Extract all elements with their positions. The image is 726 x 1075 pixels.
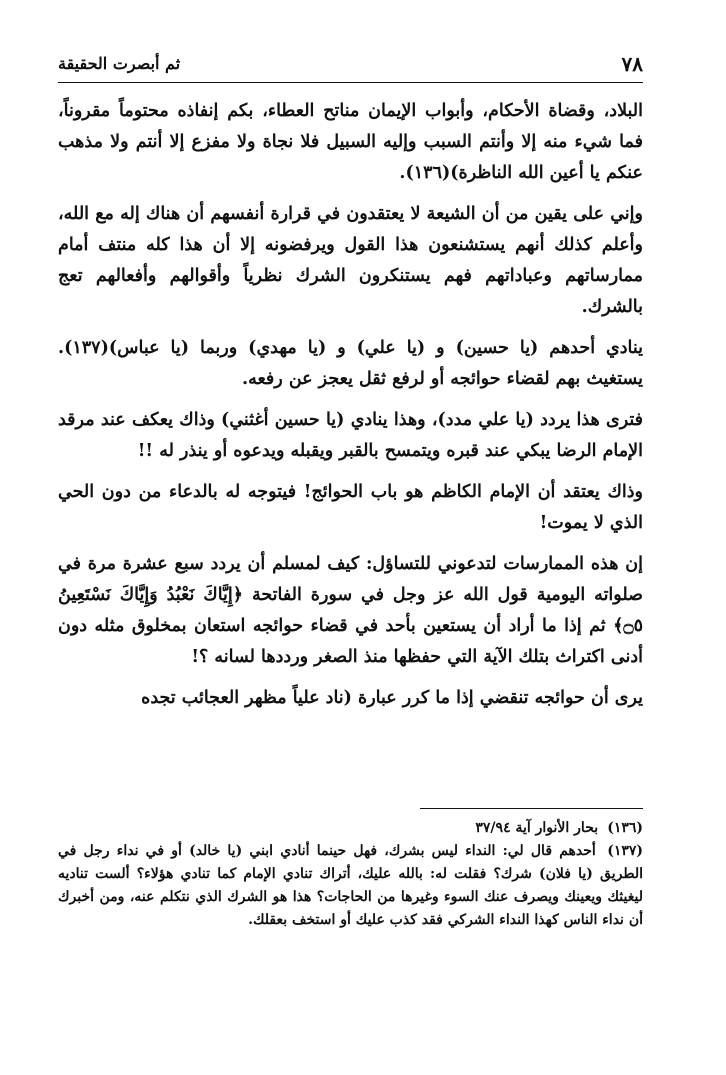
footnote-number: (١٣٧) — [607, 843, 643, 859]
paragraph: وذاك يعتقد أن الإمام الكاظم هو باب الحوائج! فيتوجه له بالدعاء من دون الحي الذي لا يموت! — [58, 482, 643, 533]
footnote-divider — [420, 808, 643, 809]
footnote — [58, 817, 643, 840]
footnote-number: (١٣٦) — [607, 820, 643, 836]
paragraph: إن هذه الممارسات لتدعوني للتساؤل: كيف لمسلم أن يردد سبع عشرة مرة في صلواته اليومية قول الله عز وجل في سورة الفاتحة ﴿إِيَّاكَ نَعْبُدُ وَإِيَّاكَ نَسْتَعِينُ ۝٥﴾ ثم إذا ما أراد أن يستعين بأحد في قضاء حوائجه استعان بمخلوق مثله دون أدنى اكتراث بتلك الآية التي حفظها منذ الصغر ورددها لسانه ؟! — [58, 554, 643, 667]
footnote — [58, 840, 643, 932]
main-text — [58, 96, 643, 724]
paragraph: البلاد، وقضاة الأحكام، وأبواب الإيمان مناتح العطاء، بكم إنفاذه محتوماً مقروناً، فما شيء منه إلا وأنتم السبب وإليه السبيل فلا نجاة ولا مفزع إلا أنتم ولا مذهب عنكم يا أعين الله الناظرة)(١٣٦). — [58, 101, 643, 183]
page-header — [58, 52, 643, 83]
running-title: ثم أبصرت الحقيقة — [58, 54, 181, 73]
page-number: ٧٨ — [621, 52, 643, 76]
paragraph: وإني على يقين من أن الشيعة لا يعتقدون في قرارة أنفسهم أن هناك إله مع الله، وأعلم كذلك أنهم يستشنعون هذا القول ويرفضونه إلا أن هذا كله منتف أمام ممارساتهم وعباداتهم فهم يستنكرون الشرك نظرياً وأقوالهم وأفعالهم تعج بالشرك. — [58, 204, 643, 317]
footnotes — [58, 817, 643, 932]
paragraph: ينادي أحدهم (يا حسين) و (يا علي) و (يا مهدي) وربما (يا عباس)(١٣٧). يستغيث بهم لقضاء حوائجه أو لرفع ثقل يعجز عن رفعه. — [58, 338, 643, 389]
footnote-text: بحار الأنوار آية ٣٧/٩٤ — [475, 820, 599, 836]
paragraph: يرى أن حوائجه تنقضي إذا ما كرر عبارة (ناد علياً مظهر العجائب تجده — [141, 688, 643, 708]
footnote-text: أحدهم قال لي: النداء ليس بشرك، فهل حينما أنادي ابني (يا خالد) أو في نداء رجل في الطريق (يا فلان) شرك؟ فقلت له: بالله عليك، أتراك تنادي الإمام كما تنادي هؤلاء؟ ألست تناديه ليغيثك ويعينك ويصرف عنك السوء وغيرها من الحاجات؟ هذا هو الشرك الذي نتكلم عنه، ومن أخبرك أن نداء الناس كهذا النداء الشركي فقد كذب عليك أو استخف بعقلك. — [58, 843, 643, 928]
paragraph: فترى هذا يردد (يا علي مدد)، وهذا ينادي (يا حسين أغثني) وذاك يعكف عند مرقد الإمام الرضا يبكي عند قبره ويتمسح بالقبر ويقبله ويدعوه أو ينذر له !! — [58, 410, 643, 461]
